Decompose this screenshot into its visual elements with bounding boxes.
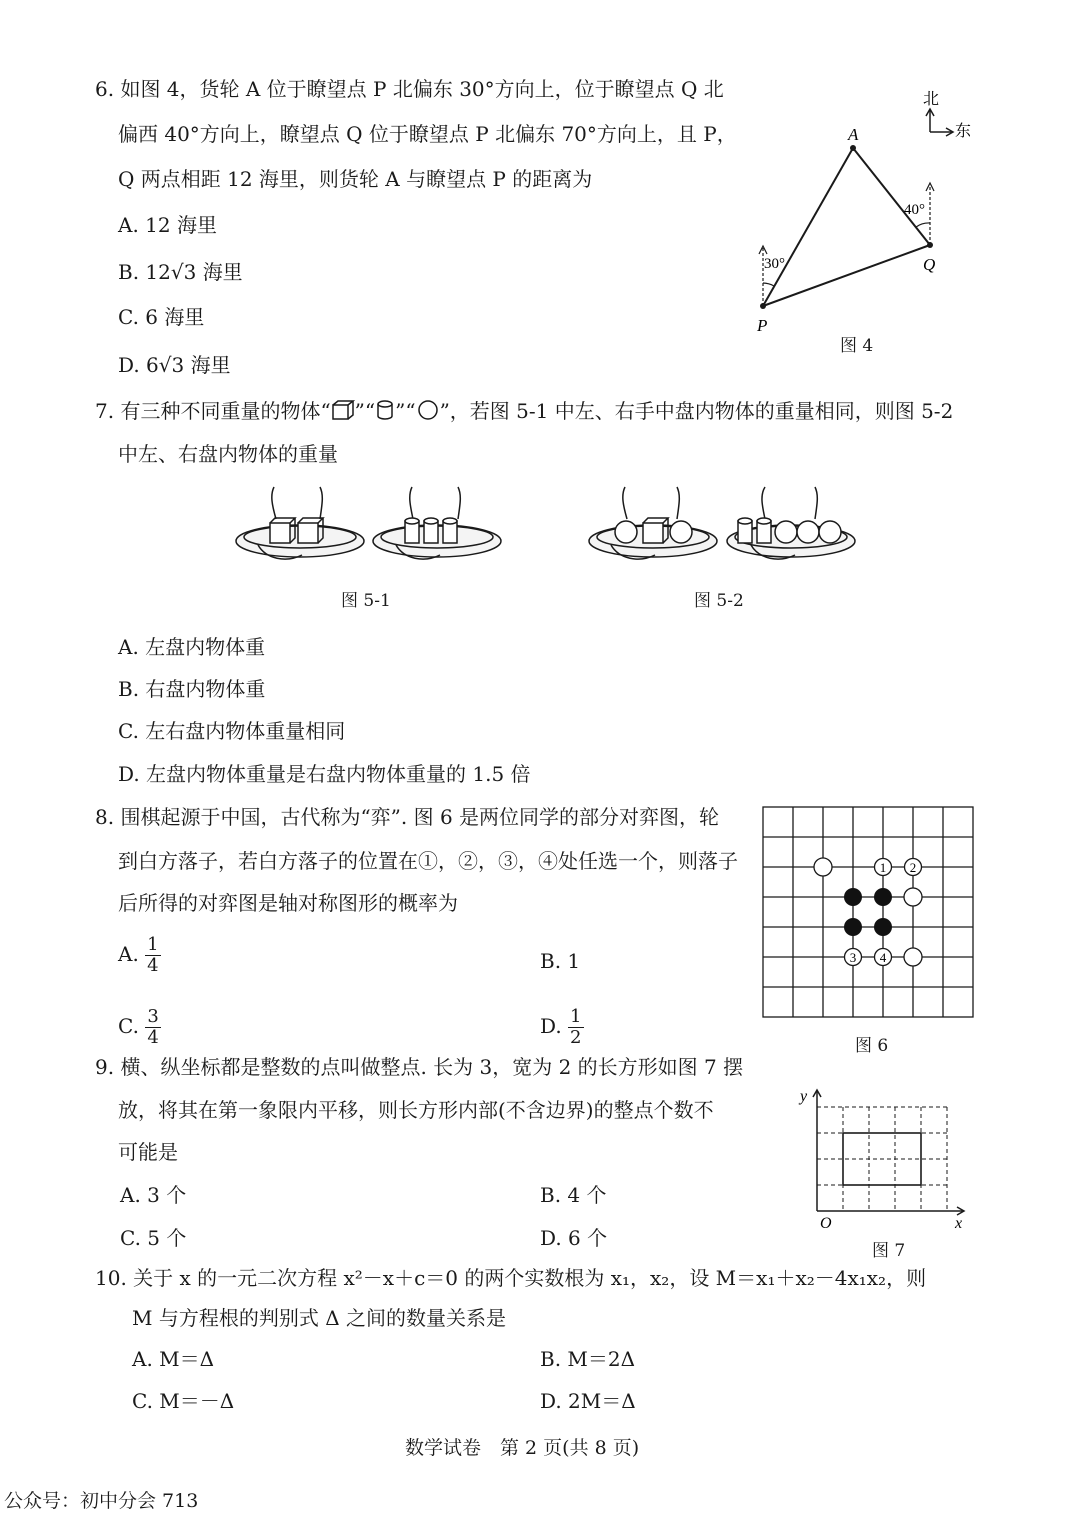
- q10-line2: M 与方程根的判别式 Δ 之间的数量关系是: [132, 1306, 506, 1330]
- point-a-label: A: [848, 125, 859, 144]
- cylinder-icon: [375, 399, 395, 421]
- mark-2: 2: [909, 860, 917, 875]
- q9-option-d: D. 6 个: [540, 1226, 608, 1250]
- q6-line1: 6. 如图 4，货轮 A 位于瞭望点 P 北偏东 30°方向上，位于瞭望点 Q 北: [95, 77, 724, 101]
- figure-7-coordinate-grid: [795, 1085, 975, 1235]
- angle-q-label: 40°: [904, 202, 925, 218]
- figure-4-caption: 图 4: [840, 336, 874, 356]
- east-label: 东: [955, 123, 972, 140]
- figure-5-2-caption: 图 5-2: [694, 591, 744, 611]
- q8-line3: 后所得的对弈图是轴对称图形的概率为: [118, 891, 458, 915]
- figure-6-caption: 图 6: [855, 1036, 889, 1056]
- point-q-label: Q: [923, 255, 936, 274]
- x-axis-label: x: [955, 1215, 963, 1232]
- q7-option-c: C. 左右盘内物体重量相同: [118, 719, 346, 743]
- q7-option-b: B. 右盘内物体重: [118, 677, 266, 701]
- q10-option-c: C. M＝－Δ: [132, 1389, 235, 1413]
- q10-option-d: D. 2M＝Δ: [540, 1389, 636, 1413]
- q8-option-d: D. $\frac{1}{2}$: [540, 1006, 582, 1048]
- board-grid: [763, 807, 973, 1017]
- q9-option-a: A. 3 个: [120, 1183, 187, 1207]
- watermark-text: 公众号：初中分会 713: [4, 1490, 199, 1512]
- q6-line3: Q 两点相距 12 海里，则货轮 A 与瞭望点 P 的距离为: [118, 167, 593, 191]
- figure-6-go-board: [762, 806, 976, 1020]
- q7-option-a: A. 左盘内物体重: [118, 635, 266, 659]
- mark-3: 3: [849, 950, 857, 965]
- dashed-grid: [817, 1107, 947, 1211]
- compass-icon: [926, 109, 953, 136]
- q9-option-b: B. 4 个: [540, 1183, 607, 1207]
- q7-line2: 中左、右盘内物体的重量: [118, 442, 338, 466]
- figure-5-1-caption: 图 5-1: [341, 591, 391, 611]
- figure-5-1: [232, 485, 504, 575]
- point-p-label: P: [757, 316, 768, 335]
- q9-option-c: C. 5 个: [120, 1226, 187, 1250]
- black-stones: [844, 888, 892, 936]
- q8-option-c: C. $\frac{3}{4}$: [118, 1006, 159, 1048]
- q6-option-d: D. 6√3 海里: [118, 353, 231, 377]
- q7-line1: 7. 有三种不同重量的物体“ ”“ ”“ ”，若图 5-1 中左、右手中盘内物体的重量相同，则图 5-2: [95, 399, 954, 423]
- q6-line2: 偏西 40°方向上，瞭望点 Q 位于瞭望点 P 北偏东 70°方向上，且 P，: [118, 122, 737, 146]
- axes: [813, 1090, 964, 1215]
- left-plate-objects: [615, 518, 692, 543]
- figure-4: [740, 80, 990, 360]
- q10-option-b: B. M＝2Δ: [540, 1347, 636, 1371]
- right-plate-cylinders: [405, 518, 457, 543]
- q8-option-b: B. 1: [540, 949, 581, 973]
- q8-line1: 8. 围棋起源于中国，古代称为“弈”. 图 6 是两位同学的部分对弈图，轮: [95, 805, 720, 829]
- y-axis-label: y: [800, 1088, 808, 1105]
- q10-line1: 10. 关于 x 的一元二次方程 x²－x＋c＝0 的两个实数根为 x₁，x₂，设 M＝x₁＋x₂－4x₁x₂，则: [95, 1266, 927, 1290]
- q6-option-a: A. 12 海里: [118, 213, 217, 237]
- mark-4: 4: [879, 950, 887, 965]
- figure-5-2: [585, 485, 860, 575]
- q10-option-a: A. M＝Δ: [132, 1347, 215, 1371]
- q6-option-c: C. 6 海里: [118, 305, 205, 329]
- q6-option-b: B. 12√3 海里: [118, 260, 243, 284]
- mark-1: 1: [879, 860, 887, 875]
- q8-option-a: A. $\frac{1}{4}$: [118, 934, 159, 976]
- sphere-icon: [416, 399, 440, 421]
- page-footer: 数学试卷 第 2 页(共 8 页): [405, 1437, 640, 1459]
- origin-label: O: [820, 1215, 832, 1232]
- q9-line2: 放，将其在第一象限内平移，则长方形内部(不含边界)的整点个数不: [118, 1098, 714, 1122]
- figure-7-caption: 图 7: [872, 1241, 906, 1261]
- white-stones: [814, 858, 922, 966]
- q9-line3: 可能是: [118, 1140, 178, 1164]
- north-label: 北: [923, 91, 940, 108]
- q9-line1: 9. 横、纵坐标都是整数的点叫做整点. 长为 3，宽为 2 的长方形如图 7 摆: [95, 1055, 744, 1079]
- triangle-apq: [763, 148, 930, 306]
- q8-line2: 到白方落子，若白方落子的位置在①，②，③，④处任选一个，则落子: [118, 849, 738, 873]
- angle-p-label: 30°: [764, 256, 785, 272]
- cube-icon: [331, 399, 355, 421]
- q7-option-d: D. 左盘内物体重量是右盘内物体重量的 1.5 倍: [118, 762, 531, 786]
